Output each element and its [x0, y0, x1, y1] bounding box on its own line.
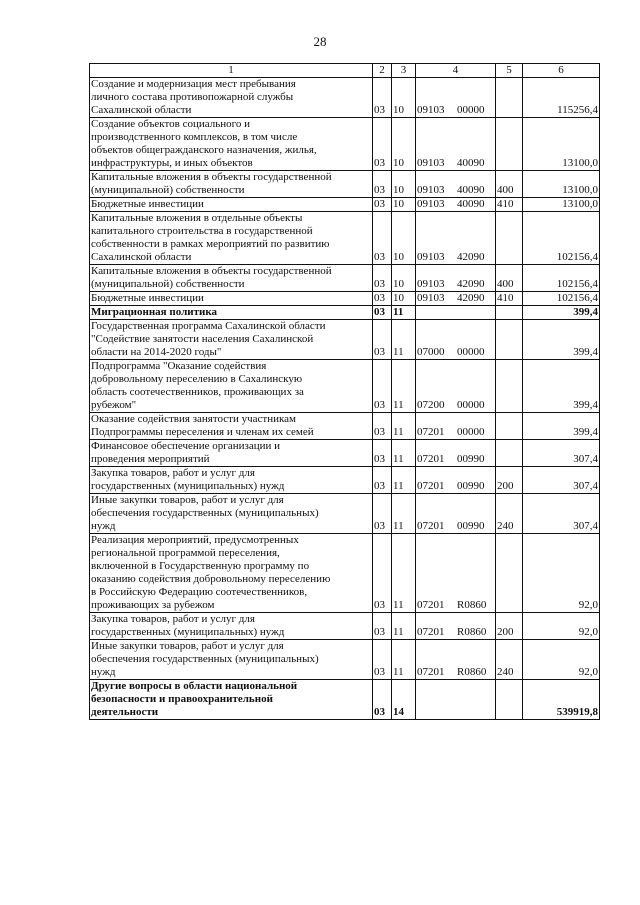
- row-target-article-direction: 40090: [457, 184, 485, 196]
- row-target-article: [416, 292, 496, 306]
- row-name: Миграционная политика: [90, 306, 373, 320]
- row-target-article-direction: 00990: [457, 453, 485, 465]
- row-section-code: 03: [373, 118, 392, 171]
- table-row: [90, 440, 600, 467]
- row-name: Капитальные вложения в отдельные объекты капитального строительства в государственной собственности в рамках мероприятий по развитию Сахалинской области: [90, 212, 373, 265]
- row-section-code: 03: [373, 198, 392, 212]
- row-expense-type: [496, 118, 523, 171]
- row-expense-type: 200: [496, 467, 523, 494]
- row-name: Закупка товаров, работ и услуг для государственных (муниципальных) нужд: [90, 613, 373, 640]
- row-amount: 307,4: [523, 494, 600, 534]
- table-row: [90, 265, 600, 292]
- row-target-article: [416, 320, 496, 360]
- row-expense-type: [496, 360, 523, 413]
- table-row: [90, 212, 600, 265]
- row-target-article-program: 07201: [417, 599, 445, 611]
- row-section-code: 03: [373, 680, 392, 720]
- row-subsection-code: 11: [392, 413, 416, 440]
- row-amount: 92,0: [523, 613, 600, 640]
- row-target-article-program: 09103: [417, 157, 445, 169]
- row-name: Капитальные вложения в объекты государственной (муниципальной) собственности: [90, 171, 373, 198]
- row-target-article-program: 09103: [417, 198, 445, 210]
- row-target-article-direction: 00000: [457, 399, 485, 411]
- row-section-code: 03: [373, 78, 392, 118]
- row-name: Иные закупки товаров, работ и услуг для обеспечения государственных (муниципальных) нужд: [90, 494, 373, 534]
- row-target-article-direction: 42090: [457, 278, 485, 290]
- row-expense-type: 410: [496, 292, 523, 306]
- row-target-article: [416, 467, 496, 494]
- row-subsection-code: 10: [392, 292, 416, 306]
- row-name: Капитальные вложения в объекты государственной (муниципальной) собственности: [90, 265, 373, 292]
- row-expense-type: [496, 320, 523, 360]
- row-name: Реализация мероприятий, предусмотренных региональной программой переселения, включенной в Государственную программу по оказанию содействия добровольному переселению в Российскую Федерацию соотечественников, проживающих за рубежом: [90, 534, 373, 613]
- row-amount: 13100,0: [523, 118, 600, 171]
- row-expense-type: [496, 306, 523, 320]
- row-target-article-program: 07000: [417, 346, 445, 358]
- header-col-5: 5: [496, 64, 523, 78]
- row-target-article: [416, 306, 496, 320]
- row-subsection-code: 10: [392, 78, 416, 118]
- row-target-article: [416, 265, 496, 292]
- row-expense-type: [496, 78, 523, 118]
- header-row: [90, 64, 600, 78]
- table-row: [90, 306, 600, 320]
- row-name: Закупка товаров, работ и услуг для государственных (муниципальных) нужд: [90, 467, 373, 494]
- row-expense-type: 410: [496, 198, 523, 212]
- row-subsection-code: 11: [392, 440, 416, 467]
- row-target-article-direction: 00000: [457, 426, 485, 438]
- table-row: [90, 680, 600, 720]
- row-target-article: [416, 613, 496, 640]
- row-subsection-code: 10: [392, 198, 416, 212]
- row-target-article-program: 07201: [417, 426, 445, 438]
- row-target-article-direction: R0860: [457, 626, 487, 638]
- row-target-article: [416, 640, 496, 680]
- row-target-article-program: 07201: [417, 666, 445, 678]
- row-expense-type: [496, 534, 523, 613]
- row-section-code: 03: [373, 320, 392, 360]
- row-amount: 92,0: [523, 640, 600, 680]
- row-subsection-code: 11: [392, 613, 416, 640]
- row-target-article: [416, 534, 496, 613]
- row-name: Создание и модернизация мест пребывания личного состава противопожарной службы Сахалинской области: [90, 78, 373, 118]
- header-col-2: 2: [373, 64, 392, 78]
- row-target-article: [416, 413, 496, 440]
- row-amount: 399,4: [523, 413, 600, 440]
- row-expense-type: [496, 413, 523, 440]
- row-target-article-direction: 40090: [457, 157, 485, 169]
- row-target-article: [416, 171, 496, 198]
- row-subsection-code: 10: [392, 212, 416, 265]
- row-expense-type: 240: [496, 494, 523, 534]
- row-subsection-code: 11: [392, 467, 416, 494]
- page-number: 28: [313, 34, 327, 49]
- row-expense-type: [496, 680, 523, 720]
- row-amount: 102156,4: [523, 292, 600, 306]
- table-row: [90, 413, 600, 440]
- row-subsection-code: 11: [392, 360, 416, 413]
- row-section-code: 03: [373, 494, 392, 534]
- row-expense-type: 400: [496, 171, 523, 198]
- row-expense-type: 400: [496, 265, 523, 292]
- row-name: Финансовое обеспечение организации и проведения мероприятий: [90, 440, 373, 467]
- row-target-article: [416, 198, 496, 212]
- row-target-article-direction: 00000: [457, 104, 485, 116]
- row-subsection-code: 10: [392, 171, 416, 198]
- row-target-article-program: 07201: [417, 520, 445, 532]
- row-target-article-program: 09103: [417, 292, 445, 304]
- row-target-article-program: 09103: [417, 251, 445, 263]
- row-name: Бюджетные инвестиции: [90, 198, 373, 212]
- row-amount: 115256,4: [523, 78, 600, 118]
- row-expense-type: 240: [496, 640, 523, 680]
- header-col-1: 1: [90, 64, 373, 78]
- row-section-code: 03: [373, 467, 392, 494]
- row-target-article-direction: 42090: [457, 292, 485, 304]
- row-name: Бюджетные инвестиции: [90, 292, 373, 306]
- header-col-3: 3: [392, 64, 416, 78]
- row-target-article: [416, 680, 496, 720]
- table-row: [90, 292, 600, 306]
- row-amount: 102156,4: [523, 265, 600, 292]
- row-expense-type: [496, 212, 523, 265]
- row-amount: 307,4: [523, 467, 600, 494]
- row-section-code: 03: [373, 265, 392, 292]
- table-row: [90, 613, 600, 640]
- table-row: [90, 494, 600, 534]
- row-target-article-program: 07201: [417, 453, 445, 465]
- budget-table-body: [90, 64, 600, 720]
- row-amount: 92,0: [523, 534, 600, 613]
- header-col-6: 6: [523, 64, 600, 78]
- row-amount: 13100,0: [523, 171, 600, 198]
- row-name: Оказание содействия занятости участникам Подпрограммы переселения и членам их семей: [90, 413, 373, 440]
- row-subsection-code: 11: [392, 306, 416, 320]
- table-row: [90, 467, 600, 494]
- table-row: [90, 534, 600, 613]
- row-amount: 399,4: [523, 320, 600, 360]
- row-target-article-direction: 40090: [457, 198, 485, 210]
- row-subsection-code: 10: [392, 118, 416, 171]
- row-section-code: 03: [373, 292, 392, 306]
- row-section-code: 03: [373, 360, 392, 413]
- header-col-4: 4: [416, 64, 496, 78]
- row-target-article: [416, 118, 496, 171]
- row-target-article-program: 09103: [417, 184, 445, 196]
- row-section-code: 03: [373, 534, 392, 613]
- row-section-code: 03: [373, 171, 392, 198]
- row-subsection-code: 11: [392, 494, 416, 534]
- row-name: Иные закупки товаров, работ и услуг для обеспечения государственных (муниципальных) нужд: [90, 640, 373, 680]
- table-row: [90, 78, 600, 118]
- row-subsection-code: 11: [392, 640, 416, 680]
- row-target-article-program: 07201: [417, 626, 445, 638]
- row-section-code: 03: [373, 640, 392, 680]
- row-section-code: 03: [373, 613, 392, 640]
- row-target-article-direction: 42090: [457, 251, 485, 263]
- row-target-article: [416, 78, 496, 118]
- table-row: [90, 640, 600, 680]
- row-name: Подпрограмма "Оказание содействия добровольному переселению в Сахалинскую область соотечественников, проживающих за рубежом": [90, 360, 373, 413]
- row-target-article-direction: R0860: [457, 599, 487, 611]
- table-row: [90, 360, 600, 413]
- row-target-article: [416, 440, 496, 467]
- row-amount: 102156,4: [523, 212, 600, 265]
- row-target-article-direction: 00000: [457, 346, 485, 358]
- table-row: [90, 171, 600, 198]
- row-subsection-code: 11: [392, 320, 416, 360]
- row-amount: 399,4: [523, 306, 600, 320]
- row-subsection-code: 14: [392, 680, 416, 720]
- row-target-article-direction: R0860: [457, 666, 487, 678]
- row-target-article-direction: 00990: [457, 520, 485, 532]
- row-target-article-program: 09103: [417, 104, 445, 116]
- row-expense-type: [496, 440, 523, 467]
- row-target-article: [416, 212, 496, 265]
- row-target-article-direction: 00990: [457, 480, 485, 492]
- row-amount: 539919,8: [523, 680, 600, 720]
- row-amount: 307,4: [523, 440, 600, 467]
- row-name: Другие вопросы в области национальной безопасности и правоохранительной деятельности: [90, 680, 373, 720]
- row-target-article: [416, 494, 496, 534]
- row-section-code: 03: [373, 306, 392, 320]
- table-row: [90, 198, 600, 212]
- row-target-article-program: 09103: [417, 278, 445, 290]
- row-section-code: 03: [373, 440, 392, 467]
- row-name: Государственная программа Сахалинской области "Содействие занятости населения Сахалинской области на 2014-2020 годы": [90, 320, 373, 360]
- table-row: [90, 118, 600, 171]
- row-expense-type: 200: [496, 613, 523, 640]
- budget-table: [89, 63, 600, 720]
- row-amount: 13100,0: [523, 198, 600, 212]
- row-subsection-code: 10: [392, 265, 416, 292]
- row-target-article-program: 07200: [417, 399, 445, 411]
- row-target-article: [416, 360, 496, 413]
- row-amount: 399,4: [523, 360, 600, 413]
- table-row: [90, 320, 600, 360]
- row-section-code: 03: [373, 413, 392, 440]
- row-target-article-program: 07201: [417, 480, 445, 492]
- row-section-code: 03: [373, 212, 392, 265]
- row-name: Создание объектов социального и производственного комплексов, в том числе объектов общегражданского назначения, жилья, инфраструктуры, и иных объектов: [90, 118, 373, 171]
- row-subsection-code: 11: [392, 534, 416, 613]
